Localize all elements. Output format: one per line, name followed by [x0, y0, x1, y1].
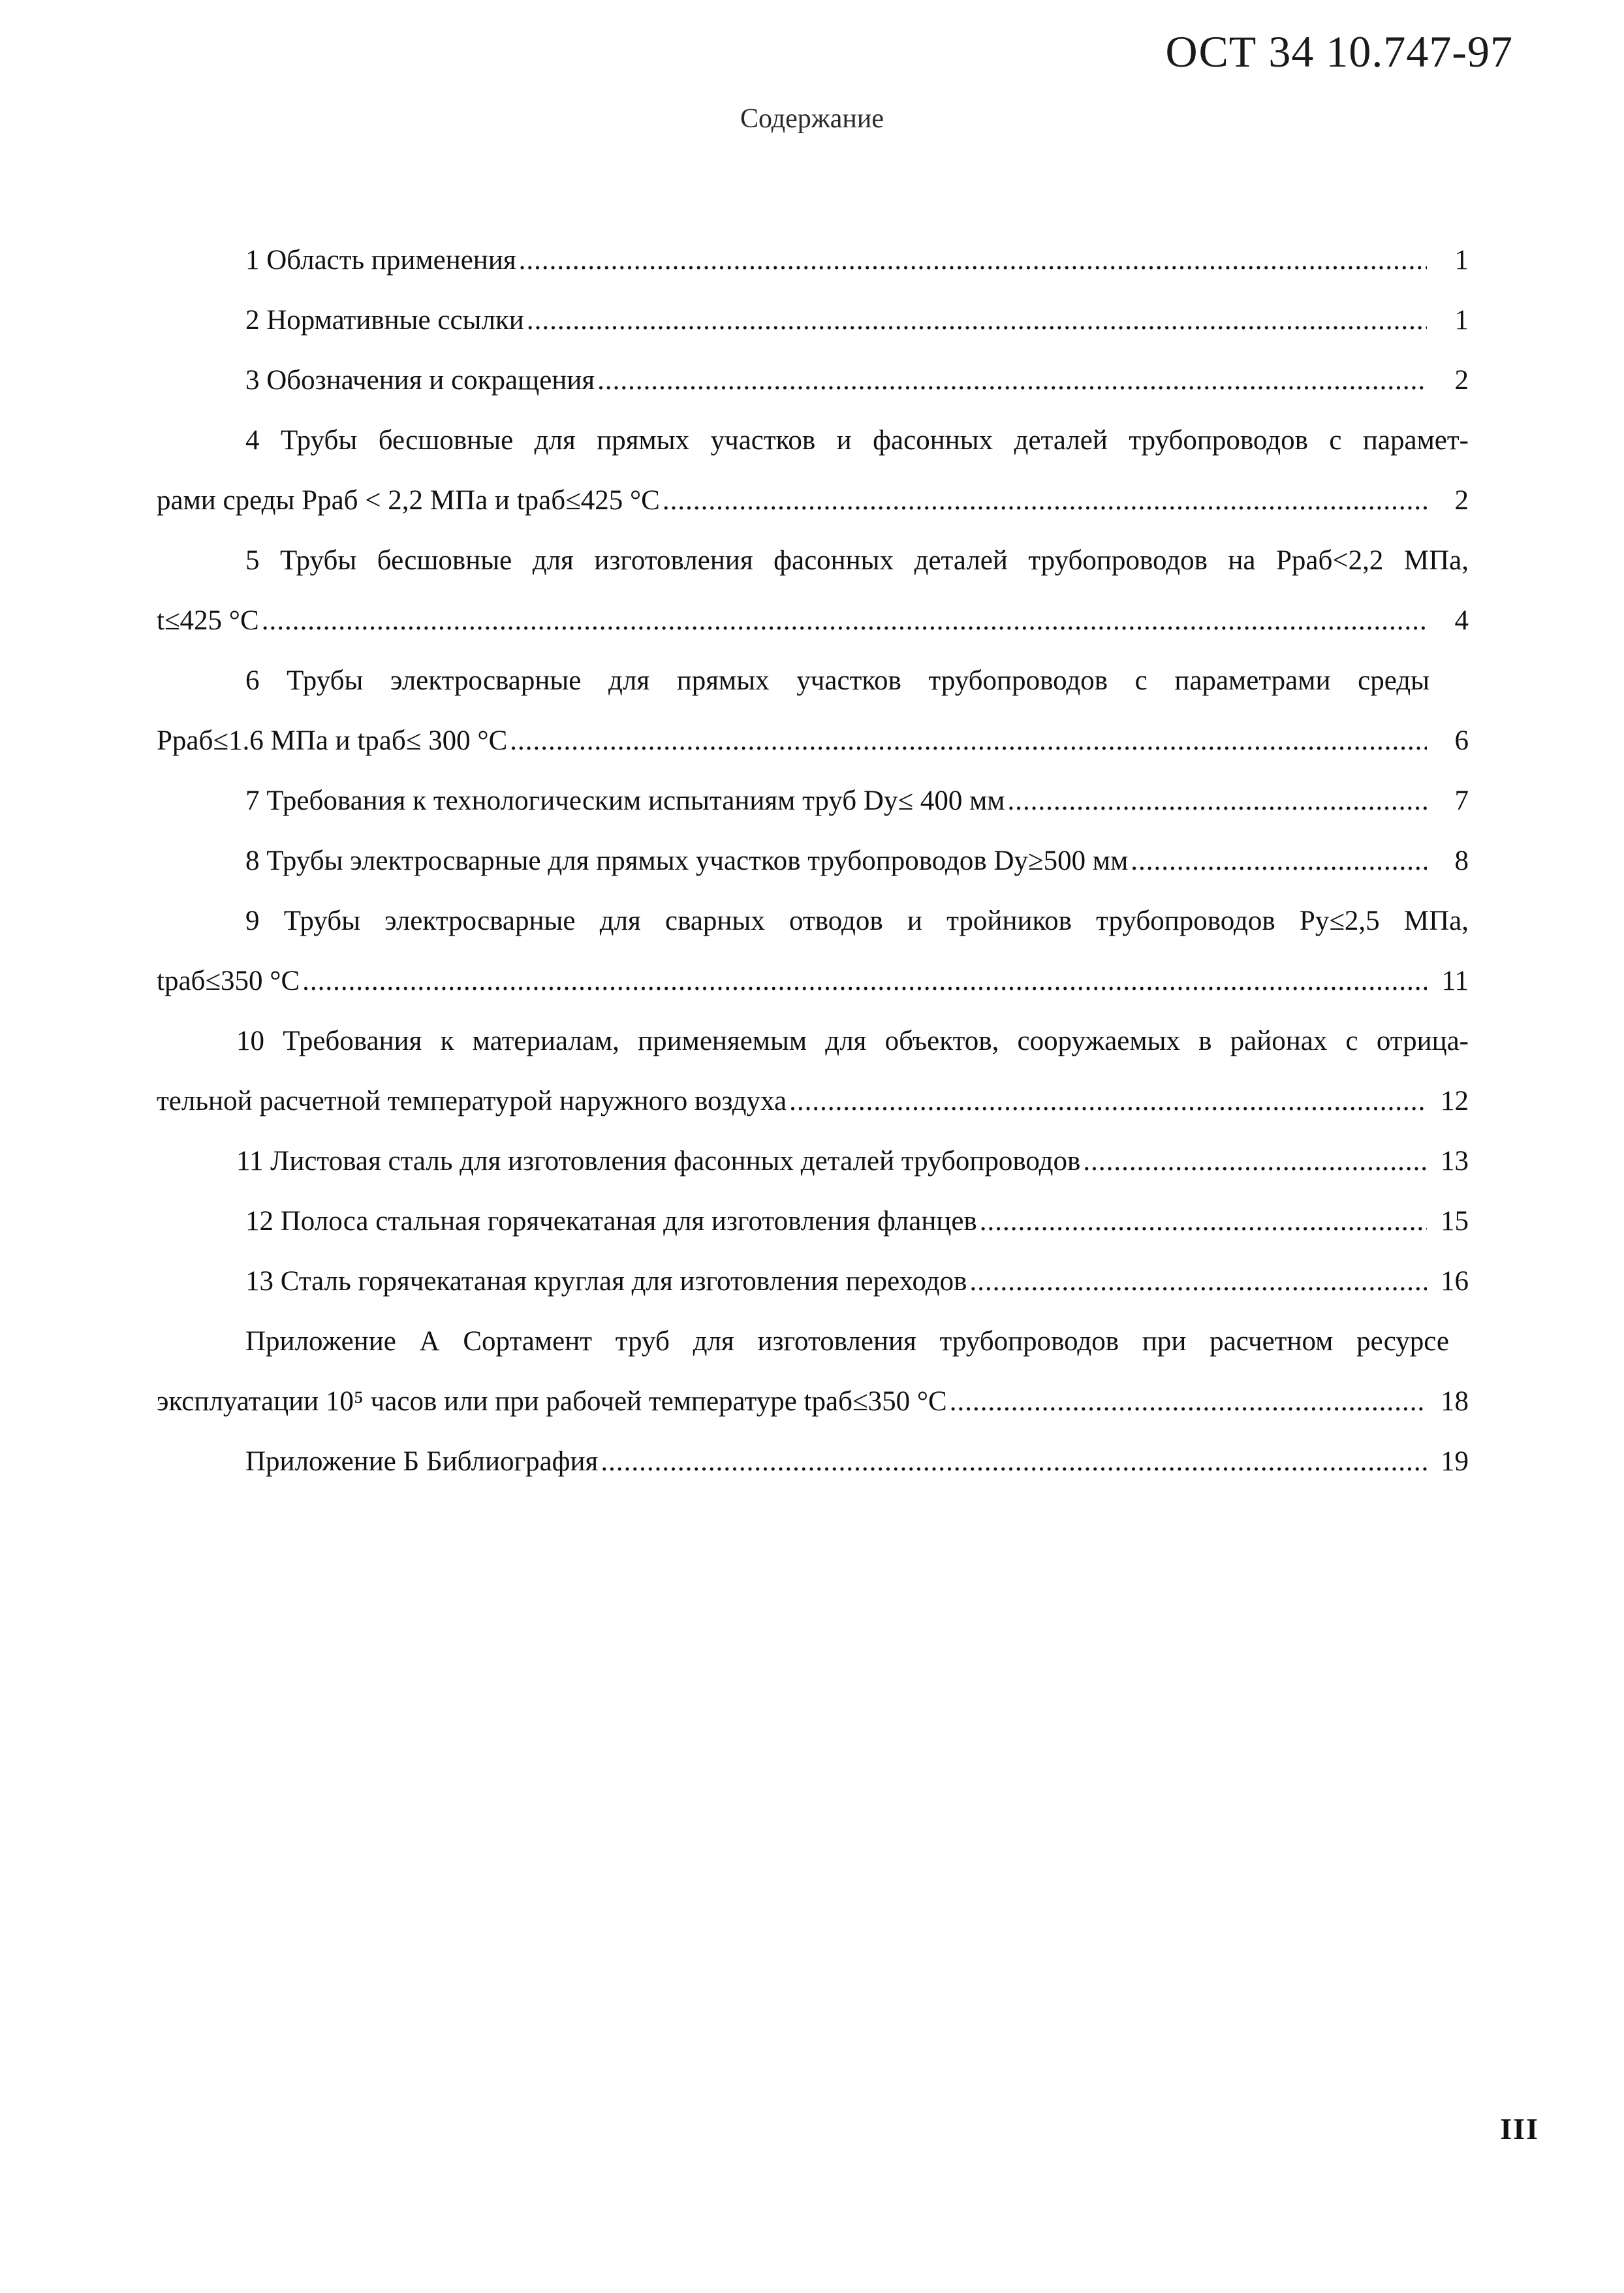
toc-entry-text: 9 Трубы электросварные для сварных отводов и тройников трубопроводов Ру≤2,5 МПа,	[245, 906, 1469, 936]
toc-entry[interactable]	[157, 1266, 1469, 1297]
toc-entry[interactable]	[157, 1026, 1469, 1117]
toc-entry-page: 2	[1454, 485, 1469, 516]
dot-leader	[519, 245, 1427, 276]
toc-entry-page: 2	[1454, 365, 1469, 396]
document-code: ОСТ 34 10.747-97	[1165, 27, 1513, 76]
toc-entry-text: 8 Трубы электросварные для прямых участков трубопроводов Dу≥500 мм	[245, 846, 1129, 876]
dot-leader	[1083, 1146, 1427, 1177]
toc-entry-page: 4	[1454, 605, 1469, 636]
toc-entry-text: Приложение А Сортамент труб для изготовления трубопроводов при расчетном ресурсе	[245, 1326, 1449, 1357]
toc-entry-text: 4 Трубы бесшовные для прямых участков и фасонных деталей трубопроводов с парамет-	[245, 425, 1469, 456]
toc-entry-page: 6	[1454, 725, 1469, 756]
toc-entry[interactable]	[157, 1206, 1469, 1237]
toc-entry[interactable]	[157, 245, 1469, 276]
dot-leader	[1131, 846, 1427, 877]
toc-entry[interactable]	[157, 305, 1469, 336]
page-title: Содержание	[740, 104, 884, 134]
toc-entry-text-continued: Рраб≤1.6 МПа и tраб≤ 300 °С	[157, 725, 508, 756]
toc-entry[interactable]	[157, 846, 1469, 877]
toc-entry-text: 10 Требования к материалам, применяемым для объектов, сооружаемых в районах с отрица-	[236, 1026, 1469, 1056]
dot-leader	[789, 1086, 1427, 1117]
table-of-contents	[157, 245, 1469, 1478]
toc-entry[interactable]	[157, 906, 1469, 997]
toc-entry[interactable]	[157, 545, 1469, 637]
toc-entry-text: 11 Листовая сталь для изготовления фасонных деталей трубопроводов	[236, 1146, 1081, 1177]
dot-leader	[597, 365, 1427, 396]
toc-entry-page: 13	[1441, 1146, 1469, 1177]
toc-entry[interactable]	[157, 365, 1469, 396]
toc-entry-text: 6 Трубы электросварные для прямых участков трубопроводов с параметрами среды	[245, 665, 1429, 696]
toc-entry-page: 15	[1441, 1206, 1469, 1237]
toc-entry-page: 7	[1454, 785, 1469, 816]
toc-entry-page: 19	[1441, 1446, 1469, 1477]
dot-leader	[601, 1446, 1427, 1478]
dot-leader	[980, 1206, 1427, 1237]
dot-leader	[262, 605, 1427, 637]
toc-entry[interactable]	[157, 1326, 1469, 1417]
toc-entry[interactable]	[157, 1446, 1469, 1478]
toc-entry[interactable]	[157, 785, 1469, 817]
toc-entry-text-continued: t≤425 °С	[157, 605, 259, 636]
toc-entry-text: 1 Область применения	[245, 245, 516, 276]
toc-entry-text: 5 Трубы бесшовные для изготовления фасонных деталей трубопроводов на Рраб<2,2 МПа,	[245, 545, 1469, 576]
toc-entry-text-continued: эксплуатации 10⁵ часов или при рабочей температуре tраб≤350 °С	[157, 1386, 947, 1417]
toc-entry-text: 12 Полоса стальная горячекатаная для изготовления фланцев	[245, 1206, 977, 1237]
dot-leader	[510, 725, 1427, 757]
toc-entry-page: 8	[1454, 846, 1469, 876]
toc-entry-text-continued: тельной расчетной температурой наружного воздуха	[157, 1086, 787, 1116]
toc-entry[interactable]	[157, 665, 1469, 757]
dot-leader	[969, 1266, 1427, 1297]
toc-entry-page: 12	[1441, 1086, 1469, 1116]
toc-entry-page: 1	[1454, 305, 1469, 336]
dot-leader	[302, 966, 1427, 997]
toc-entry-page: 1	[1454, 245, 1469, 276]
dot-leader	[1008, 785, 1428, 817]
toc-entry-text-continued: рами среды Рраб < 2,2 МПа и tраб≤425 °С	[157, 485, 660, 516]
toc-entry[interactable]	[157, 425, 1469, 516]
toc-entry[interactable]	[157, 1146, 1469, 1177]
dot-leader	[663, 485, 1427, 516]
dot-leader	[950, 1386, 1427, 1417]
page-number: III	[1500, 2112, 1539, 2145]
toc-entry-text: 13 Сталь горячекатаная круглая для изготовления переходов	[245, 1266, 967, 1297]
toc-entry-text: 2 Нормативные ссылки	[245, 305, 524, 336]
toc-entry-text-continued: tраб≤350 °С	[157, 966, 300, 996]
toc-entry-page: 11	[1441, 966, 1469, 996]
toc-entry-text: 7 Требования к технологическим испытаниям труб Dу≤ 400 мм	[245, 785, 1005, 816]
toc-entry-page: 18	[1441, 1386, 1469, 1417]
dot-leader	[527, 305, 1427, 336]
toc-entry-text: Приложение Б Библиография	[245, 1446, 599, 1477]
toc-entry-page: 16	[1441, 1266, 1469, 1297]
toc-entry-text: 3 Обозначения и сокращения	[245, 365, 595, 396]
